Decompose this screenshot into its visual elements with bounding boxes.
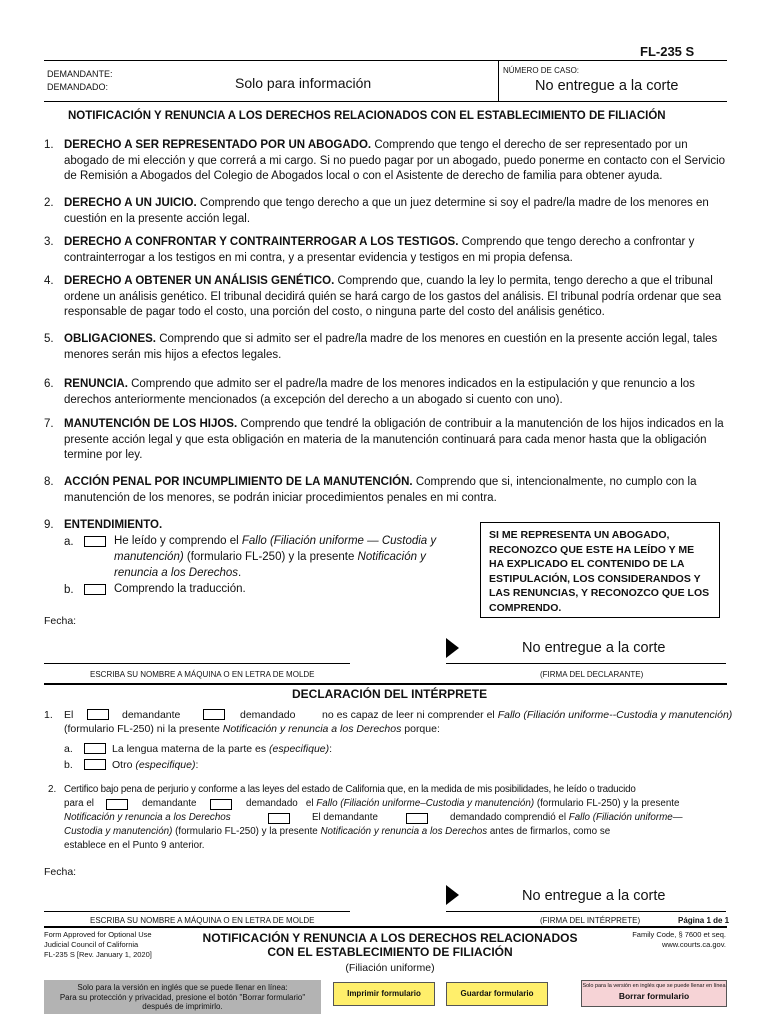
interp2-petitioner-checkbox[interactable] (106, 799, 128, 810)
footer-title-2: CON EL ESTABLECIMIENTO DE FILIACIÓN (267, 945, 513, 959)
interp-1-number: 1. (44, 709, 53, 721)
item-text: Comprendo que tengo derecho a confrontar y contrainterrogar a los testigos en mi contra, y a presentar evidencia y testigos en mi propia defensa. (64, 236, 695, 264)
interp-petitioner-label: demandante (122, 709, 181, 721)
footer-title (190, 931, 590, 959)
item-9a-text2: (formulario FL-250) y la presente (183, 551, 358, 563)
interp-1-rest: no es capaz de leer ni comprender el (322, 709, 498, 721)
footer-subtitle: (Filiación uniforme) (345, 962, 435, 974)
interp-2-l4: (formulario FL-250) y la presente (172, 826, 321, 837)
interp-b-colon: : (195, 759, 199, 771)
info-only-text: Solo para información (235, 75, 372, 91)
item-9-number: 9. (44, 519, 54, 531)
interp-2-l4b: antes de firmarlos, como se (487, 826, 611, 837)
interp-2-ital-notif: Notificación y renuncia a los Derechos (64, 812, 231, 823)
item-9a-text (114, 533, 464, 581)
interp-1-ital: Fallo (Filiación uniforme--Custodia y manutención) (497, 709, 733, 721)
interp-a-ital: (especifique) (269, 743, 330, 755)
interp-1-rest2: (formulario FL-250) ni la presente (64, 723, 223, 735)
case-number-label: NÚMERO DE CASO: (503, 66, 580, 75)
court-url[interactable]: www.courts.ca.gov. (661, 940, 726, 949)
interp-2-line3 (450, 811, 683, 825)
item-text: Comprendo que tengo el derecho de ser representado por un abogado de mi elección y que correrá a mi cargo. Si no puedo pagar por un abogado, puedo ponerme en contacto con el Servicio de Remisión a Abogados del Colegio de Abogados local o con el Asistente de derecho de familia para obtener ayuda. (64, 139, 726, 182)
signature-caption: (FIRMA DEL DECLARANTE) (540, 670, 644, 679)
header-top-rule (44, 60, 727, 61)
legal-reference (590, 930, 726, 950)
interp-2-demdo2: demandado comprendió el (450, 812, 569, 823)
interpreter-signature-field[interactable]: No entregue a la corte (522, 888, 666, 904)
item-number: 6. (44, 378, 54, 390)
respondent-label: DEMANDADO: (47, 82, 109, 92)
item-9-heading: ENTENDIMIENTO. (64, 519, 163, 531)
item-number: 2. (44, 197, 54, 209)
interp-petitioner-checkbox[interactable] (87, 709, 109, 720)
interp-1-ital2: Notificación y renuncia a los Derechos (222, 723, 402, 735)
item-heading: OBLIGACIONES. (64, 333, 157, 345)
date-label: Fecha: (44, 615, 77, 627)
interp-2-ital-fallo2: Fallo (Filiación uniforme— (568, 812, 683, 823)
item-1 (44, 138, 734, 185)
other-reason-checkbox[interactable] (84, 759, 106, 770)
interp-a-text-main: La lengua materna de la parte es (112, 743, 270, 755)
interp-b-label: b. (64, 759, 73, 771)
item-3 (44, 235, 734, 266)
petitioner-label: DEMANDANTE: (47, 69, 113, 79)
interp-b-text-main: Otro (112, 759, 136, 771)
item-heading: ACCIÓN PENAL POR INCUMPLIMIENTO DE LA MANUTENCIÓN. (64, 476, 413, 488)
save-form-button[interactable]: Guardar formulario (446, 982, 548, 1006)
item-heading: MANUTENCIÓN DE LOS HIJOS. (64, 418, 238, 430)
interp-b-text (112, 757, 198, 773)
interp-respondent-checkbox[interactable] (203, 709, 225, 720)
understand-judgment-checkbox[interactable] (84, 536, 106, 547)
item-5 (44, 332, 734, 363)
form-approval (44, 930, 152, 960)
interp-2-fl250: (formulario FL-250) y la presente (534, 798, 680, 809)
item-2 (44, 196, 734, 227)
declarant-signature-field[interactable]: No entregue a la corte (522, 640, 666, 656)
family-code: Family Code, § 7600 et seq. (632, 930, 726, 939)
form-number: FL-235 S (640, 44, 695, 59)
item-heading: DERECHO A SER REPRESENTADO POR UN ABOGADO. (64, 139, 372, 151)
item-text: Comprendo que si admito ser el padre/la madre de los menores en cuestión en la presente acción legal, tales menores serán mis hijos a efectos legales. (64, 333, 718, 361)
interp-2-demdo: demandado (246, 798, 298, 809)
item-text: Comprendo que tendré la obligación de contribuir a la manutención de los hijos indicados en la presente acción legal y que esta obligación en materia de la manutención continuará para cada menor hasta que la obligación termine por ley. (64, 418, 724, 461)
item-9a-text1: He leído y comprendo el (114, 535, 242, 547)
interp2-respondent-checkbox[interactable] (210, 799, 232, 810)
interp-2-line2 (246, 797, 679, 811)
item-4 (44, 274, 734, 321)
clear-form-button[interactable] (581, 980, 727, 1007)
interp-respondent-label: demandado (240, 709, 296, 721)
item-heading: DERECHO A CONFRONTAR Y CONTRAINTERROGAR A LOS TESTIGOS. (64, 236, 459, 248)
interp-2-number: 2. (48, 784, 57, 795)
date-label: Fecha: (44, 866, 77, 878)
interp-a-text (112, 741, 332, 757)
item-number: 4. (44, 275, 54, 287)
item-9a-ital1: Fallo (Filiación uniforme — Custodia y manutención) (114, 535, 437, 563)
item-number: 5. (44, 333, 54, 345)
item-8 (44, 475, 734, 506)
item-9a-label: a. (64, 536, 74, 548)
interp-2-el-fallo: el (305, 798, 317, 809)
item-number: 1. (44, 139, 54, 151)
interp-2-dem: demandante (142, 798, 197, 809)
footer-title-1: NOTIFICACIÓN Y RENUNCIA A LOS DERECHOS RELACIONADOS (202, 931, 578, 945)
approval-line-3: FL-235 S [Rev. January 1, 2020] (44, 950, 152, 959)
native-language-checkbox[interactable] (84, 743, 106, 754)
interp-2-ital-notif2: Notificación y renuncia a los Derechos (320, 826, 488, 837)
print-form-button[interactable]: Imprimir formulario (333, 982, 435, 1006)
interp-2-ital-fallo: Fallo (Filiación uniforme–Custodia y manutención) (316, 798, 535, 809)
section-rule (44, 683, 727, 685)
footer-rule (44, 926, 727, 928)
interp-2-line1: Certifico bajo pena de perjurio y conforme a las leyes del estado de California que, en la medida de mis posibilidades, he leído o traducido (64, 784, 636, 795)
name-line (44, 911, 350, 912)
item-number: 3. (44, 236, 54, 248)
interp-1-text-cont (64, 721, 440, 737)
item-9a-ital2: Notificación y renuncia a los Derechos (114, 551, 426, 579)
interp-2-para: para el (64, 798, 94, 809)
interp-2-el-dem: El demandante (312, 812, 378, 823)
interp2-respondent-understood-checkbox[interactable] (406, 813, 428, 824)
item-heading: DERECHO A UN JUICIO. (64, 197, 197, 209)
privacy-note-2: Para su protección y privacidad, presione el botón "Borrar formulario" (59, 992, 306, 1002)
interp-2-ital-custodia: Custodia y manutención) (64, 826, 173, 837)
interp-a-colon: : (329, 743, 333, 755)
sign-here-arrow-icon (446, 885, 459, 905)
item-heading: RENUNCIA. (64, 378, 128, 390)
interp-b-ital: (especifique) (135, 759, 196, 771)
page-number: Página 1 de 1 (678, 916, 730, 925)
item-text: Comprendo que si, intencionalmente, no cumplo con la manutención de los menores, se podrán iniciar procedimientos penales en mi contra. (64, 476, 697, 504)
sign-here-arrow-icon (446, 638, 459, 658)
item-heading: DERECHO A OBTENER UN ANÁLISIS GENÉTICO. (64, 275, 335, 287)
item-text: Comprendo que tengo derecho a que un juez determine si soy el padre/la madre de los menores en cuestión en la presente acción legal. (64, 197, 709, 225)
privacy-note-1: Solo para la versión en inglés que se puede llenar en línea: (77, 983, 288, 992)
item-9b-text: Comprendo la traducción. (114, 583, 246, 595)
item-number: 8. (44, 476, 54, 488)
interp-1-rest3: porque: (401, 723, 440, 735)
item-9b-label: b. (64, 584, 74, 596)
item-7 (44, 417, 734, 464)
understand-translation-checkbox[interactable] (84, 584, 106, 595)
privacy-notice (44, 980, 321, 1014)
interp-2-line4 (64, 825, 610, 839)
clear-note: Solo para la versión en inglés que se puede llenar en línea (582, 983, 726, 989)
header-bottom-rule (44, 101, 727, 102)
attorney-acknowledgment-box: SI ME REPRESENTA UN ABOGADO, RECONOZCO QUE ESTE HA LEÍDO Y ME HA EXPLICADO EL CONTENIDO DE LA ESTIPULACIÓN, LOS CONSIDERANDOS Y LAS RENUNCIAS, Y RECONOZCO QUE LOS COMPRENDO. (480, 522, 720, 618)
item-number: 7. (44, 418, 54, 430)
interp-2-notif (64, 811, 231, 825)
interp-1-el: El (64, 709, 74, 721)
clear-label: Borrar formulario (618, 991, 690, 1001)
item-6 (44, 377, 734, 408)
case-number-value[interactable]: No entregue a la corte (535, 78, 679, 94)
header-divider (498, 60, 499, 102)
form-title: NOTIFICACIÓN Y RENUNCIA A LOS DERECHOS RELACIONADOS CON EL ESTABLECIMIENTO DE FILIACIÓN (68, 110, 666, 122)
interp2-petitioner-understood-checkbox[interactable] (268, 813, 290, 824)
item-text: Comprendo que admito ser el padre/la madre de los menores indicados en la estipulación y que renuncio a los derechos anteriormente mencionados (a excepción del derecho a un abogado si cuento con uno). (64, 378, 695, 406)
signature-line (446, 663, 726, 664)
interp-2-line5: establece en el Punto 9 anterior. (64, 840, 205, 851)
interpreter-title: DECLARACIÓN DEL INTÉRPRETE (292, 687, 488, 701)
approval-line-2: Judicial Council of California (44, 940, 139, 949)
privacy-note-3: después de imprimirlo. (142, 1002, 223, 1011)
approval-line-1: Form Approved for Optional Use (44, 930, 152, 939)
name-caption: ESCRIBA SU NOMBRE A MÁQUINA O EN LETRA DE MOLDE (90, 916, 315, 925)
item-text: Comprendo que, cuando la ley lo permita, tengo derecho a que el tribunal ordene un análisis genético. El tribunal decidirá quién se hará cargo de los gastos del análisis. El tribunal podría ordenar que sea responsable de pagar todo el costo, una porción del costo, o ninguna parte del costo del análisis genético. (64, 275, 722, 318)
name-caption: ESCRIBA SU NOMBRE A MÁQUINA O EN LETRA DE MOLDE (90, 670, 315, 679)
signature-line (446, 911, 726, 912)
signature-caption: (FIRMA DEL INTÉRPRETE) (540, 916, 641, 925)
interp-a-label: a. (64, 743, 73, 755)
name-line (44, 663, 350, 664)
item-9a-text3: . (238, 567, 242, 579)
